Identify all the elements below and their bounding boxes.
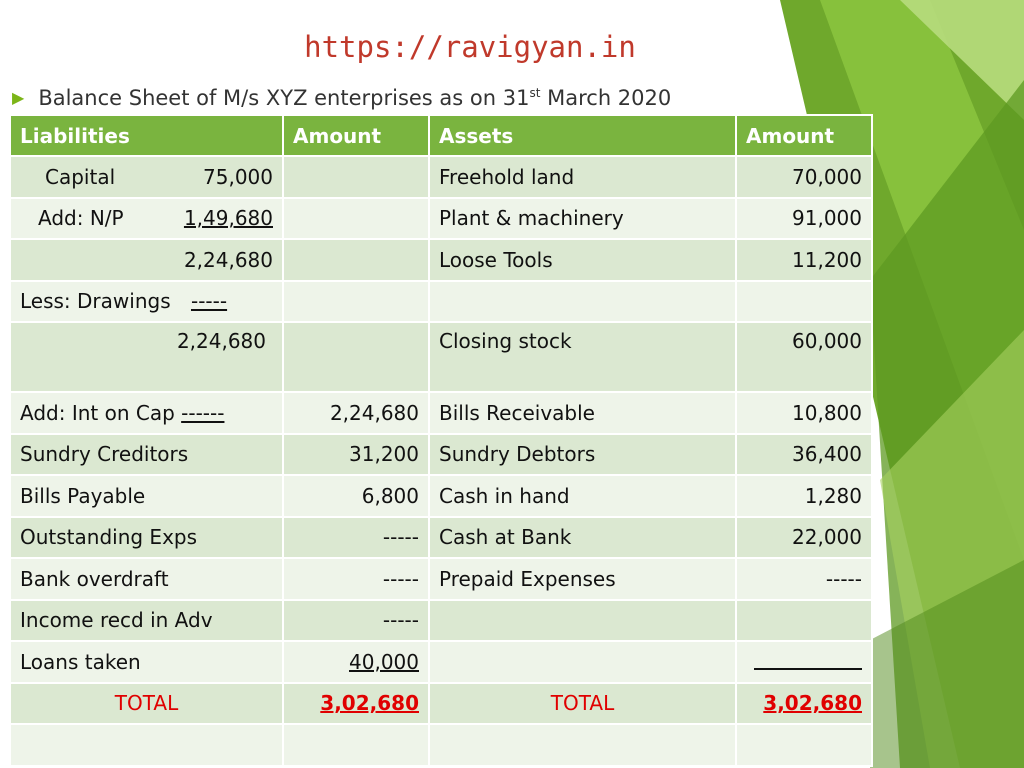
liability-amount-cell: 40,000 [283,641,429,683]
header-liability-amount: Amount [283,115,429,156]
asset-cell: Loose Tools [429,239,736,281]
liability-amount-cell [283,156,429,198]
page-heading [12,86,671,110]
heading-suffix: March 2020 [540,86,672,110]
capital-value: 75,000 [203,164,273,189]
liability-amount-cell [283,322,429,392]
less-drawings-value: ----- [190,289,228,314]
asset-amount-cell: 10,800 [736,392,872,434]
table-row [10,156,872,198]
table-row [10,641,872,683]
asset-amount-cell [736,600,872,642]
liability-amount-cell [283,281,429,323]
asset-cell: Cash in hand [429,475,736,517]
table-row [10,600,872,642]
subtotal-cell: 2,24,680 [10,239,283,281]
table-row [10,434,872,476]
liability-cell [10,198,283,240]
asset-cell [429,641,736,683]
header-liabilities: Liabilities [10,115,283,156]
asset-amount-cell: 70,000 [736,156,872,198]
header-asset-amount: Amount [736,115,872,156]
asset-amount-cell: 60,000 [736,322,872,392]
liability-cell [10,392,283,434]
asset-amount-cell: 36,400 [736,434,872,476]
liability-cell: Bills Payable [10,475,283,517]
liability-cell [10,281,283,323]
liability-cell [10,724,283,766]
table-row [10,724,872,766]
asset-amount-cell [736,281,872,323]
liability-cell: Income recd in Adv [10,600,283,642]
asset-amount-cell: 1,280 [736,475,872,517]
site-url: https://ravigyan.in [304,30,636,64]
add-np-value: 1,49,680 [183,206,273,231]
total-rule-line [754,648,862,670]
total-row [10,683,872,725]
table-row [10,392,872,434]
liability-cell: Loans taken [10,641,283,683]
asset-amount-cell: 22,000 [736,517,872,559]
asset-cell: Freehold land [429,156,736,198]
liability-amount-cell: ----- [283,517,429,559]
asset-cell [429,724,736,766]
asset-cell: Closing stock [429,322,736,392]
liability-amount-cell [283,198,429,240]
asset-amount-cell [736,641,872,683]
table-row [10,517,872,559]
int-on-cap-label: Add: Int on Cap [20,400,175,425]
asset-cell [429,600,736,642]
table-row [10,198,872,240]
liability-amount-cell: 31,200 [283,434,429,476]
asset-cell: Cash at Bank [429,517,736,559]
liability-amount-cell [283,724,429,766]
table-row [10,322,872,392]
asset-total-amount: 3,02,680 [736,683,872,725]
asset-amount-cell [736,724,872,766]
heading-superscript: st [529,86,541,100]
heading-text: Balance Sheet of M/s XYZ enterprises as on 31 [38,86,530,110]
liability-cell: Sundry Creditors [10,434,283,476]
header-assets: Assets [429,115,736,156]
liability-total-label: TOTAL [10,683,283,725]
table-row [10,239,872,281]
table-header-row [10,115,872,156]
capital-label: Capital [45,164,116,189]
balance-sheet-table [9,114,873,767]
liability-amount-cell: ----- [283,558,429,600]
less-drawings-label: Less: Drawings [20,289,171,314]
liability-amount-cell: 6,800 [283,475,429,517]
subtotal-cell: 2,24,680 [10,322,283,392]
bullet-arrow-icon: ▶ [12,88,25,107]
liability-cell [10,156,283,198]
int-on-cap-dash: ------ [181,400,225,425]
asset-cell: Sundry Debtors [429,434,736,476]
table-row [10,281,872,323]
table-row [10,558,872,600]
asset-cell: Bills Receivable [429,392,736,434]
asset-total-label: TOTAL [429,683,736,725]
liability-cell: Bank overdraft [10,558,283,600]
liability-cell: Outstanding Exps [10,517,283,559]
table-row [10,475,872,517]
liability-amount-cell: 2,24,680 [283,392,429,434]
asset-amount-cell: 91,000 [736,198,872,240]
liability-total-amount: 3,02,680 [283,683,429,725]
liability-amount-cell [283,239,429,281]
asset-amount-cell: 11,200 [736,239,872,281]
asset-cell [429,281,736,323]
liability-amount-cell: ----- [283,600,429,642]
asset-cell: Prepaid Expenses [429,558,736,600]
add-np-label: Add: N/P [38,206,124,231]
asset-cell: Plant & machinery [429,198,736,240]
asset-amount-cell: ----- [736,558,872,600]
